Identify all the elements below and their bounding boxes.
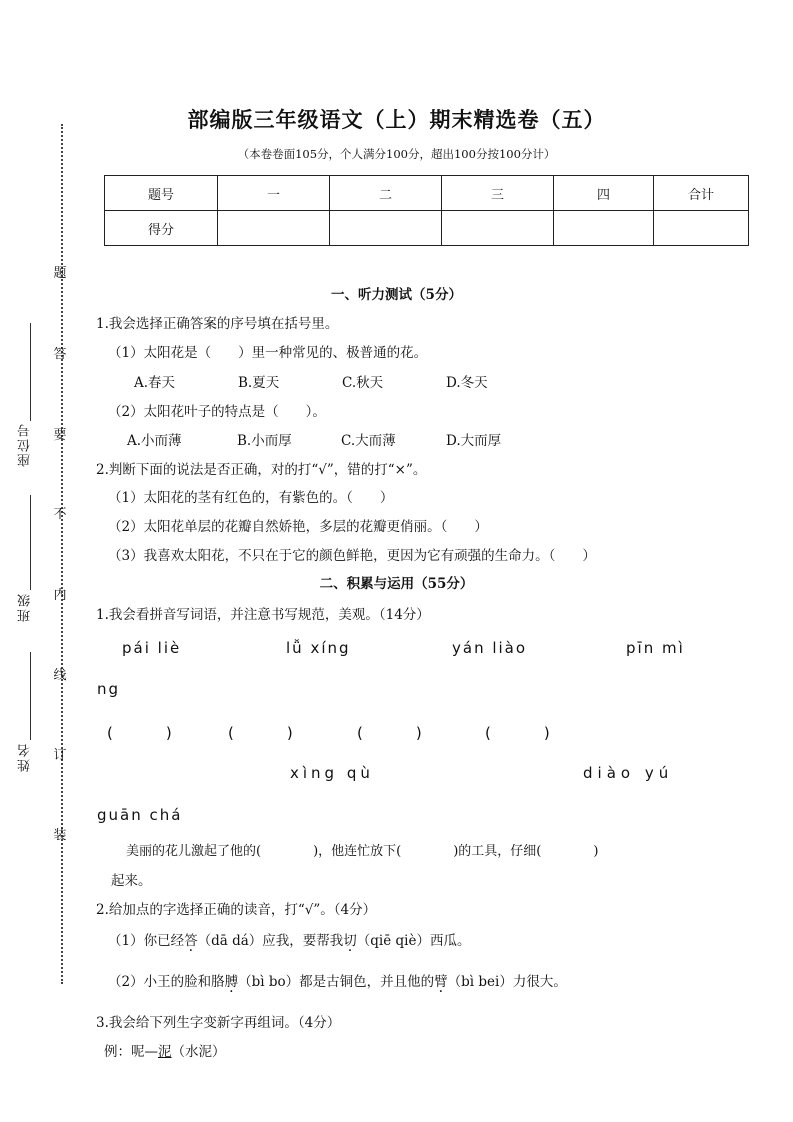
table-header-cell: 四 (554, 176, 654, 211)
option: B.夏天 (238, 375, 280, 391)
question-item: （1）太阳花的茎有红色的，有紫色的。（ ） (108, 490, 394, 506)
pinyin: xìng qù (290, 764, 374, 782)
option: A.小而薄 (127, 433, 182, 449)
example-prefix: 例：呢— (104, 1044, 158, 1060)
seal-char: 不 (53, 507, 67, 522)
question-stem: 3.我会给下列生字变新字再组词。（4分） (96, 1015, 341, 1031)
page-title: 部编版三年级语文（上）期末精选卷（五） (187, 107, 606, 132)
question-stem: 2.判断下面的说法是否正确，对的打“√”，错的打“×”。 (96, 462, 427, 478)
fill-sentence: 起来。 (111, 873, 152, 889)
option: B.小而厚 (237, 433, 292, 449)
table-header-cell: 二 (330, 176, 442, 211)
text[interactable]: （dā dá）应我，要帮我 (197, 933, 344, 949)
pinyin: pái liè (122, 639, 182, 657)
score-cell[interactable] (218, 211, 330, 246)
question-stem: 1.我会选择正确答案的序号填在括号里。 (96, 316, 339, 332)
seat-number-label: 座位号 (18, 422, 33, 467)
question-item: （1）太阳花是（ ）里一种常见的、极普通的花。 (108, 345, 428, 361)
class-label: 班级 (18, 592, 33, 622)
question-item: （2）太阳花单层的花瓣自然娇艳，多层的花瓣更俏丽。（ ） (108, 519, 488, 535)
dotted-char: 膊 (224, 974, 239, 990)
fill-sentence: 美丽的花儿激起了他的( )，他连忙放下( )的工具，仔细( ) (126, 844, 599, 859)
score-table (104, 175, 749, 246)
answer-bracket[interactable]: ( ) (485, 724, 552, 742)
page-subtitle: （本卷卷面105分，个人满分100分，超出100分按100分计） (237, 147, 556, 161)
pinyin: guān chá (97, 806, 183, 824)
dotted-char: 答 (184, 933, 198, 949)
table-header-cell: 题号 (105, 176, 218, 211)
seal-char: 订 (53, 748, 67, 763)
option: D.冬天 (446, 375, 488, 391)
pinyin: yán liào (452, 639, 528, 657)
text: （2）小王的脸和胳 (108, 974, 225, 990)
option: D.大而厚 (446, 433, 502, 449)
pinyin: ng (97, 680, 121, 698)
option: C.大而薄 (341, 433, 396, 449)
question-item: （3）我喜欢太阳花，不只在于它的颜色鲜艳，更因为它有顽强的生命力。（ ） (108, 548, 596, 564)
seal-char: 内 (53, 588, 67, 603)
table-header-cell: 一 (218, 176, 330, 211)
reading-item (108, 929, 470, 949)
example-line (104, 1040, 226, 1060)
question-stem: 2.给加点的字选择正确的读音，打“√”。（4分） (96, 902, 377, 918)
seal-char: 答 (53, 347, 67, 362)
question-item: （2）太阳花叶子的特点是（ ）。 (108, 404, 326, 420)
seat-number-blank[interactable] (30, 323, 31, 421)
score-cell[interactable] (330, 211, 442, 246)
text[interactable]: （qiē qiè）西瓜。 (356, 933, 471, 949)
pinyin: diào yú (583, 764, 674, 782)
name-blank[interactable] (30, 652, 31, 740)
pinyin: pīn mì (626, 639, 685, 657)
seal-char: 题 (53, 266, 67, 281)
option: A.春天 (134, 375, 176, 391)
text: （1）你已经 (108, 933, 185, 949)
table-header-cell: 合计 (654, 176, 749, 211)
score-cell[interactable] (554, 211, 654, 246)
reading-item (108, 970, 567, 990)
question-stem: 1.我会看拼音写词语，并注意书写规范，美观。（14分） (96, 607, 430, 623)
example-word: （水泥） (171, 1044, 226, 1060)
answer-bracket[interactable]: ( ) (107, 724, 174, 742)
pinyin: lǚ xíng (286, 639, 351, 657)
answer-bracket[interactable]: ( ) (357, 724, 424, 742)
table-row-label: 得分 (105, 211, 218, 246)
text[interactable]: （bì bei）力很大。 (447, 974, 567, 990)
table-row (105, 211, 749, 246)
dotted-char: 切 (343, 933, 357, 949)
name-label: 姓名 (18, 742, 33, 772)
section-heading: 一、听力测试（5分） (331, 287, 462, 303)
seal-char: 装 (53, 828, 67, 843)
seal-char: 要 (53, 428, 67, 443)
seal-dotted-line (61, 124, 63, 984)
seal-char: 线 (53, 668, 67, 683)
text[interactable]: （bì bo）都是古铜色，并且他的 (238, 974, 435, 990)
score-cell[interactable] (442, 211, 554, 246)
section-heading: 二、积累与运用（55分） (319, 576, 474, 592)
dotted-char: 臂 (434, 974, 448, 990)
option: C.秋天 (342, 375, 384, 391)
answer-bracket[interactable]: ( ) (228, 724, 295, 742)
table-header-cell: 三 (442, 176, 554, 211)
example-char: 泥 (158, 1044, 172, 1060)
score-cell[interactable] (654, 211, 749, 246)
table-header-row (105, 176, 749, 211)
